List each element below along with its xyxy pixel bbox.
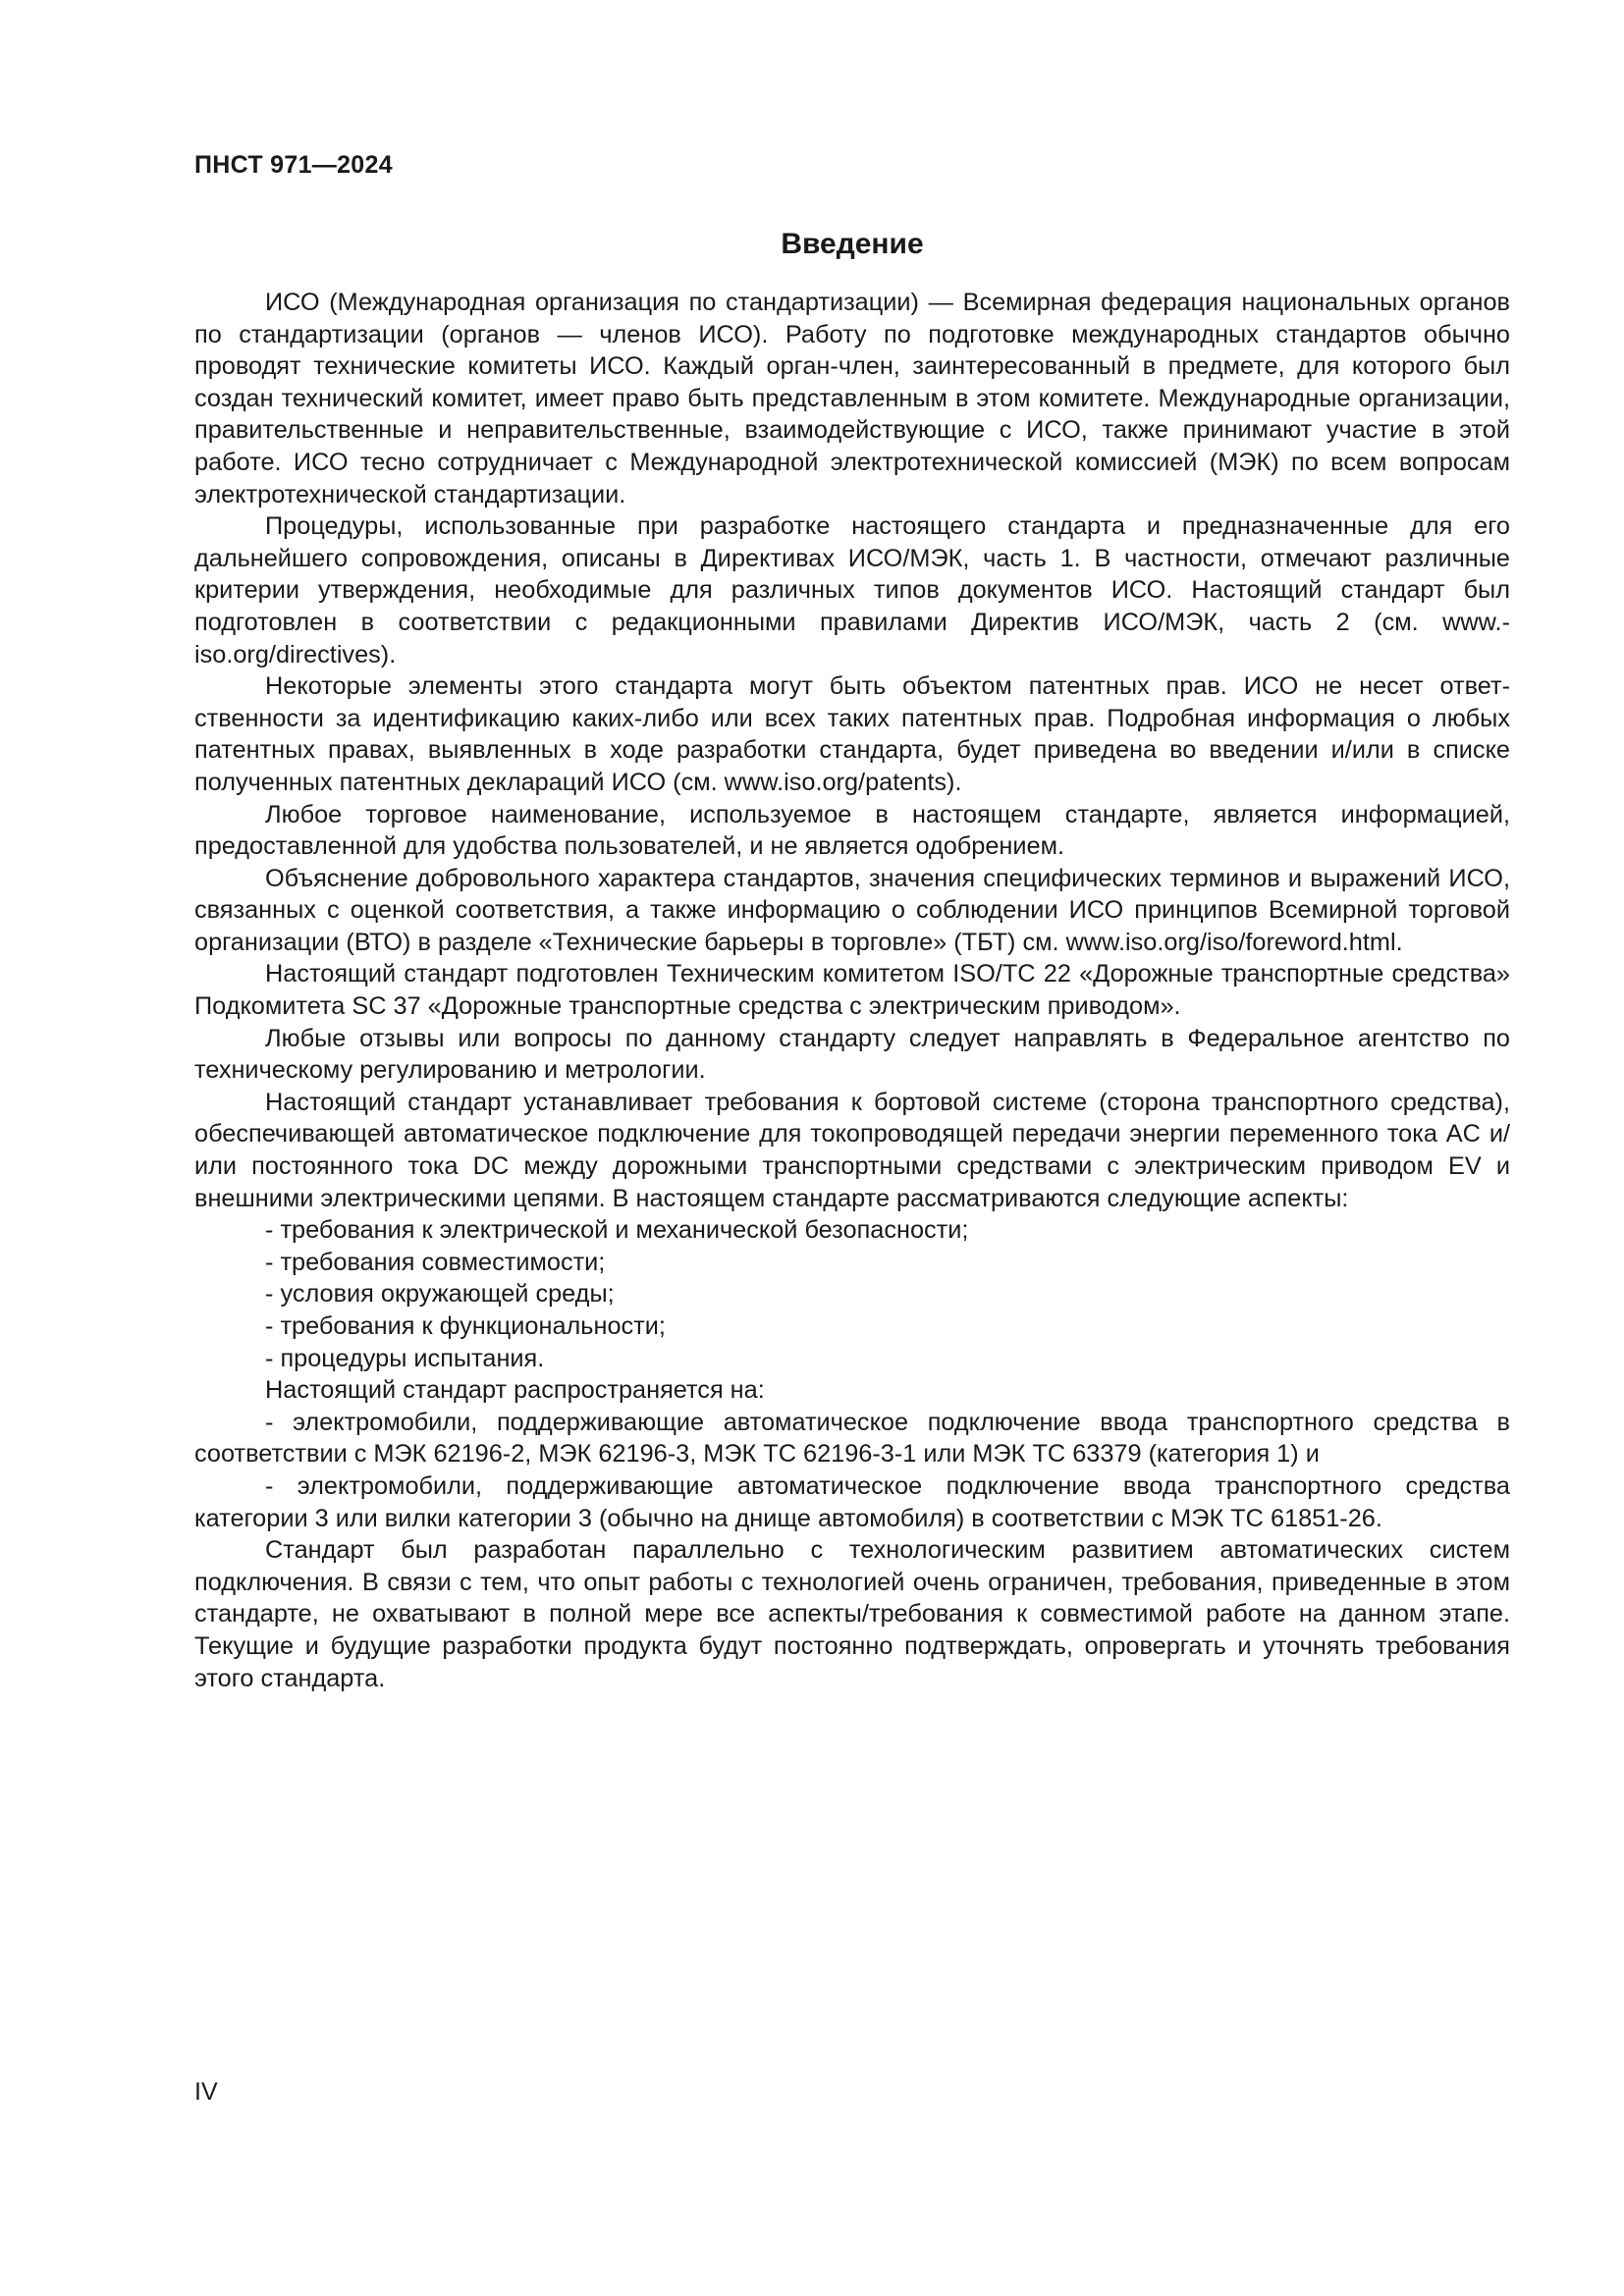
paragraph-procedures: Процедуры, использованные при разработке настоящего стандарта и предназначенные для его дальнейшего сопровождения, описаны в Директивах ИСО/МЭК, часть 1. В частности, отмечают различные критерии утверждения, необходимые для различных типов документов ИСО. Настоящий стандарт был подготовлен в соответствии с редакционными правилами Директив ИСО/МЭК, часть 2 (см. www.iso.org/directives). [194, 512, 1510, 668]
section-title: Введение [781, 228, 924, 260]
paragraph-closing: Стандарт был разработан параллельно с технологическим развитием автоматических систем подключения. В связи с тем, что опыт работы с технологией очень ограничен, требования, приведенные в этом стандарте, не охватывают в полной мере все аспекты/требования к совместимой работе на данном этапе. Текущие и будущие разработки продукта будут постоянно подтверждать, опровергать и уточнять требования этого стандарта. [194, 1536, 1510, 1692]
paragraph-iso-intro: ИСО (Международная организация по стандартизации) — Всемирная федерация национальных органов по стандартизации (органов — членов ИСО). Работу по подготовке международных стандартов обычно проводят технические комитеты ИСО. Каждый орган-член, заинтересованный в предмете, для которого был создан технический комитет, имеет право быть представленным в этом комитете. Международные организации, правительственные и неправительственные, взаимодействующие с ИСО, также принимают участие в этой работе. ИСО тесно сотрудничает с Международной электротехнической комиссией (МЭК) по всем вопросам электротехнической стандартизации. [194, 289, 1510, 508]
paragraph-feedback: Любые отзывы или вопросы по данному стандарту следует направлять в Федеральное агентство по техническому регулированию и метрологии. [194, 1024, 1510, 1085]
list-item-aspect: - требования совместимости; [265, 1248, 606, 1276]
paragraph-trade-names: Любое торговое наименование, используемое в настоящем стандарте, является информацией, предоставленной для удобства пользователей, и не является одобрением. [194, 800, 1510, 861]
list-item-scope: - электромобили, поддерживающие автоматическое подключение ввода транспортного средства в соответствии с МЭК 62196-2, МЭК 62196-3, МЭК ТС 62196-3-1 или МЭК ТС 63379 (категория 1) и [194, 1408, 1510, 1468]
list-item-aspect: - условия окружающей среды; [265, 1280, 615, 1308]
list-item-aspect: - требования к электрической и механической безопасности; [265, 1216, 969, 1245]
document-code: ПНСТ 971—2024 [194, 151, 393, 179]
list-item-scope: - электромобили, поддерживающие автоматическое подключение ввода транспортного средства категории 3 или вилки категории 3 (обычно на днище автомобиля) в соответствии с МЭК ТС 61851-26. [194, 1471, 1510, 1532]
document-body [194, 287, 1510, 1694]
page-number: IV [194, 2078, 218, 2106]
list-item-aspect: - требования к функциональности; [265, 1312, 666, 1340]
paragraph-patents: Некоторые элементы этого стандарта могут быть объектом патентных прав. ИСО не несет ответственности за идентификацию каких-либо или всех таких патентных прав. Подробная информация о любых патентных правах, выявленных в ходе разработки стандарта, будет приведена во введении и/или в списке полученных патентных деклараций ИСО (см. www.iso.org/patents). [194, 672, 1510, 796]
paragraph-scope-requirements: Настоящий стандарт устанавливает требования к бортовой системе (сторона транспортного средства), обеспечивающей автоматическое подключение для токопроводящей передачи энергии переменного тока AC и/или постоянного тока DC между дорожными транспортными средствами с электрическим приводом EV и внешними электрическими цепями. В настоящем стандарте рассматриваются следующие аспекты: [194, 1088, 1510, 1212]
paragraph-committee: Настоящий стандарт подготовлен Техническим комитетом ISO/TC 22 «Дорожные транспортные средства» Подкомитета SC 37 «Дорожные транспортные средства с электрическим приводом». [194, 960, 1510, 1021]
paragraph-voluntary-nature: Объяснение добровольного характера стандартов, значения специфических терминов и выражений ИСО, связанных с оценкой соответствия, а также информацию о соблюдении ИСО принципов Всемирной торговой организации (ВТО) в разделе «Технические барьеры в торговле» (ТБТ) см. www.iso.org/iso/foreword.html. [194, 864, 1510, 956]
list-item-aspect: - процедуры испытания. [265, 1344, 545, 1372]
paragraph-scope-intro: Настоящий стандарт распространяется на: [265, 1376, 765, 1405]
